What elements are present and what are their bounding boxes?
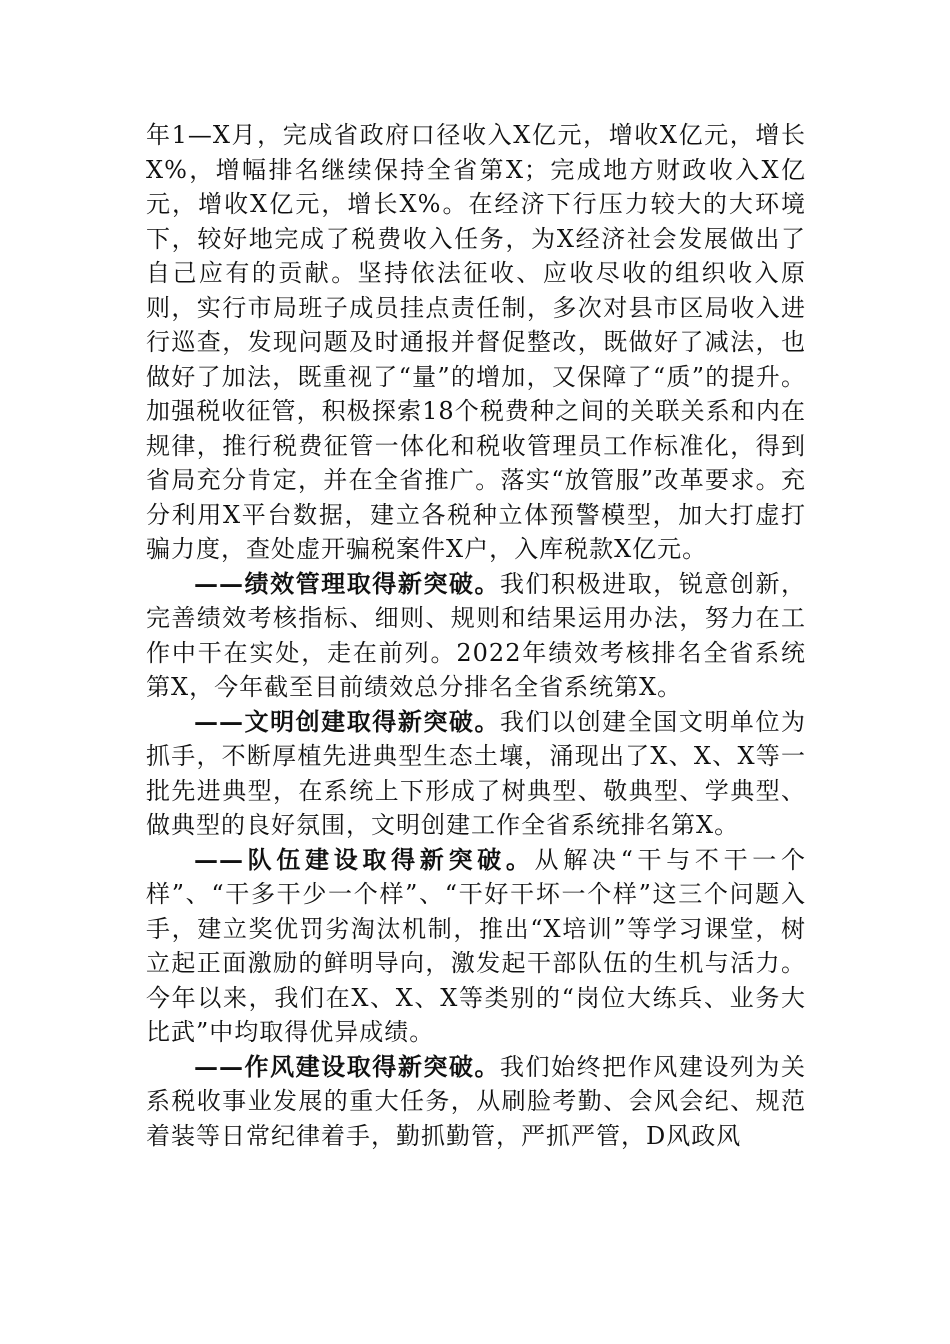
paragraph-civilization	[146, 705, 806, 843]
paragraph-heading: ——队伍建设取得新突破。	[194, 844, 535, 874]
paragraph-text: 我们以创建全国文明单位为抓手，不断厚植先进典型生态土壤，涌现出了X、X、X等一批先进典型，在系统上下形成了树典型、敬典型、学典型、做典型的良好氛围，文明创建工作全省系统排名第X。	[146, 707, 806, 839]
paragraph-heading: ——作风建设取得新突破。	[194, 1051, 500, 1081]
paragraph-heading: ——绩效管理取得新突破。	[194, 568, 500, 598]
paragraph-text: 我们积极进取，锐意创新，完善绩效考核指标、细则、规则和结果运用办法，努力在工作中干在实处，走在前列。2022年绩效考核排名全省系统第X，今年截至目前绩效总分排名全省系统第X。	[146, 569, 806, 701]
paragraph-text: 从解决“干与不干一个样”、“干多干少一个样”、“干好干坏一个样”这三个问题入手，建立奖优罚劣淘汰机制，推出“X培训”等学习课堂，树立起正面激励的鲜明导向，激发起干部队伍的生机与活力。今年以来，我们在X、X、X等类别的“岗位大练兵、业务大比武”中均取得优异成绩。	[146, 845, 806, 1046]
paragraph-style	[146, 1050, 806, 1154]
paragraph-team	[146, 843, 806, 1050]
paragraph-performance	[146, 567, 806, 705]
paragraph-text: 我们始终把作风建设列为关系税收事业发展的重大任务，从刷脸考勤、会风会纪、规范着装等日常纪律着手，勤抓勤管，严抓严管，D风政风	[146, 1052, 806, 1150]
paragraph-text: 年1—X月，完成省政府口径收入X亿元，增收X亿元，增长X%，增幅排名继续保持全省第X；完成地方财政收入X亿元，增收X亿元，增长X%。在经济下行压力较大的大环境下，较好地完成了税费收入任务，为X经济社会发展做出了自己应有的贡献。坚持依法征收、应收尽收的组织收入原则，实行市局班子成员挂点责任制，多次对县市区局收入进行巡查，发现问题及时通报并督促整改，既做好了减法，也做好了加法，既重视了“量”的增加，又保障了“质”的提升。加强税收征管，积极探索18个税费种之间的关联关系和内在规律，推行税费征管一体化和税收管理员工作标准化，得到省局充分肯定，并在全省推广。落实“放管服”改革要求。充分利用X平台数据，建立各税种立体预警模型，加大打虚打骗力度，查处虚开骗税案件X户，入库税款X亿元。	[146, 121, 806, 563]
document-body	[146, 118, 806, 1153]
paragraph-heading: ——文明创建取得新突破。	[194, 706, 500, 736]
paragraph-revenue	[146, 118, 806, 567]
